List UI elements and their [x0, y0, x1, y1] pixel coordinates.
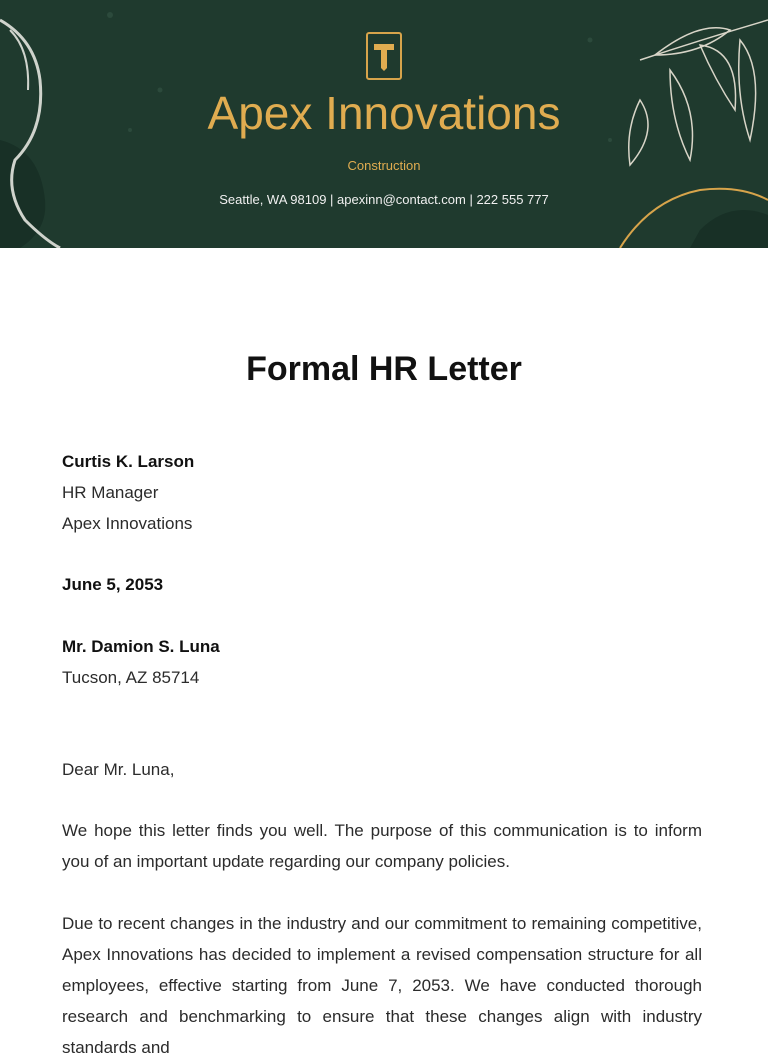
letter-title: Formal HR Letter [246, 350, 522, 388]
letter-date: June 5, 2053 [62, 575, 164, 594]
company-logo [366, 32, 402, 80]
sender-role: HR Manager [62, 483, 159, 502]
recipient-address: Tucson, AZ 85714 [62, 668, 200, 687]
company-name: Apex Innovations [207, 87, 561, 139]
letterhead-banner [0, 0, 768, 248]
body-paragraph-2: Due to recent changes in the industry and our commitment to remaining competitive, Apex Innovations has decided to implement a revised compensation structure for all employees, effective starting from June 7, 2053. We have conducted thorough research and benchmarking to ensure that these changes align with industry standards and [62, 914, 702, 1057]
sender-name: Curtis K. Larson [62, 452, 195, 471]
sender-company: Apex Innovations [62, 514, 193, 533]
body-paragraph-1: We hope this letter finds you well. The purpose of this communication is to inform you of an important update regarding our company policies. [62, 821, 702, 871]
recipient-name: Mr. Damion S. Luna [62, 637, 220, 656]
salutation: Dear Mr. Luna, [62, 760, 175, 779]
company-type: Construction [347, 158, 421, 173]
company-contact-line: Seattle, WA 98109 | apexinn@contact.com | 222 555 777 [219, 192, 549, 207]
t-logo-icon [372, 40, 396, 72]
